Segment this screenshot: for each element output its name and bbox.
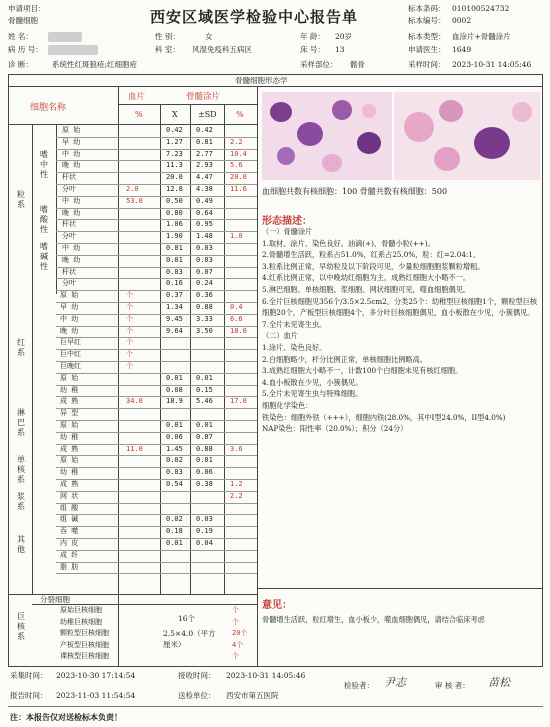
row-sd: 0.88 bbox=[196, 303, 213, 311]
row-sd: 0.07 bbox=[196, 432, 213, 441]
row-mean: 0.37 bbox=[166, 291, 183, 300]
sample-time-value: 2023-10-31 14:05:46 bbox=[452, 60, 532, 69]
row-name: 杆状 bbox=[62, 267, 76, 276]
row-name: 组 碱 bbox=[60, 515, 79, 524]
row-mean: 1.90 bbox=[166, 232, 183, 241]
sample-site-label: 采样部位： bbox=[300, 60, 338, 69]
row-blood-pct: 个 bbox=[126, 326, 133, 335]
row-sd: 0.07 bbox=[196, 267, 213, 276]
report-label: 报告时间： bbox=[10, 691, 48, 700]
row-blood-pct: 个 bbox=[126, 362, 133, 370]
row-name: 分叶 bbox=[62, 232, 76, 241]
description-line: （一）骨髓涂片 bbox=[262, 227, 313, 236]
row-mean: 0.50 bbox=[166, 196, 183, 205]
row-marrow-pct: 5.6 bbox=[230, 161, 243, 170]
row-sd: 0.88 bbox=[196, 444, 213, 453]
row-sd: 0.24 bbox=[196, 279, 213, 288]
cat-other: 其他 bbox=[17, 535, 25, 554]
gender-value: 女 bbox=[205, 32, 213, 41]
row-blood-pct: 2.0 bbox=[126, 185, 139, 193]
bone-marrow-micrograph-1 bbox=[262, 92, 392, 180]
row-blood-pct: 个 bbox=[126, 291, 133, 300]
dept-label: 科 室： bbox=[155, 45, 180, 54]
description-line: 2.骨髓增生活跃，粒系占51.0%，红系占25.0%，粒：红=2.04:1。 bbox=[262, 250, 481, 260]
row-divider bbox=[56, 514, 257, 515]
row-divider bbox=[56, 337, 257, 338]
row-name: 原 始 bbox=[60, 456, 79, 465]
col-blood: 血片 bbox=[128, 92, 146, 102]
mega-row-count: 个 bbox=[232, 652, 239, 660]
row-marrow-pct: 2.2 bbox=[230, 137, 243, 146]
row-divider bbox=[56, 526, 257, 527]
row-mean: 0.03 bbox=[166, 468, 183, 477]
row-sd: 0.38 bbox=[196, 480, 213, 488]
collect-label: 采集时间： bbox=[10, 671, 48, 680]
row-marrow-pct: 1.2 bbox=[230, 480, 243, 488]
row-divider bbox=[56, 160, 257, 161]
cat-plasma: 浆系 bbox=[17, 492, 25, 511]
col-x: X bbox=[172, 110, 178, 119]
row-mean: 0.01 bbox=[166, 421, 183, 429]
row-divider bbox=[56, 562, 257, 563]
sample-site-value: 髂骨 bbox=[350, 60, 365, 69]
row-marrow-pct: 6.6 bbox=[230, 314, 243, 323]
cat-granulo: 粒系 bbox=[17, 190, 25, 209]
row-sd: 0.19 bbox=[196, 527, 213, 536]
report-type-value: 0002 bbox=[452, 16, 472, 25]
count-text: 血细胞共数有核细胞：100 骨髓共数有核细胞：500 bbox=[262, 187, 448, 196]
row-name: 组 酸 bbox=[60, 503, 79, 512]
row-divider bbox=[56, 361, 257, 362]
row-marrow-pct: 1.0 bbox=[230, 232, 243, 241]
mega-row-label: 颗粒型巨核细胞 bbox=[60, 629, 109, 637]
col-marrow: 骨髓涂片 bbox=[186, 92, 221, 102]
description-line: 1.取材、涂片、染色良好。油滴(+)、骨髓小粒(++)。 bbox=[262, 238, 435, 248]
row-mean: 0.01 bbox=[166, 244, 183, 252]
row-sd: 4.47 bbox=[196, 173, 213, 182]
row-sd: 0.01 bbox=[196, 456, 213, 465]
specimen-type-label: 标本类型： bbox=[408, 32, 446, 41]
row-divider bbox=[56, 373, 257, 374]
row-sd: 3.33 bbox=[196, 314, 213, 323]
row-mean: 0.42 bbox=[166, 126, 183, 134]
specimen-no: 010100524732 bbox=[452, 4, 510, 13]
col-pct: % bbox=[135, 110, 143, 119]
row-blood-pct: 个 bbox=[126, 303, 133, 311]
row-mean: 1.06 bbox=[166, 220, 183, 229]
row-sd: 0.03 bbox=[196, 244, 213, 252]
row-divider bbox=[56, 137, 257, 138]
row-name: 中 幼 bbox=[62, 149, 81, 158]
row-divider bbox=[56, 385, 257, 386]
row-divider bbox=[56, 491, 257, 492]
row-divider bbox=[56, 208, 257, 209]
opinion-title: 意见： bbox=[262, 600, 292, 611]
row-name: 成 熟 bbox=[60, 397, 79, 406]
row-divider bbox=[56, 455, 257, 456]
description-line: 5.淋巴细胞、单核细胞、浆细胞、网状细胞可见，噬血细胞偶见。 bbox=[262, 284, 471, 294]
description-line: 铁染色：细胞外铁（+++），细胞内铁(28.0%，其中I型24.0%，II型4.0%) bbox=[262, 412, 506, 422]
record-value bbox=[48, 45, 98, 55]
row-divider bbox=[56, 255, 257, 256]
row-divider bbox=[56, 290, 257, 291]
row-mean: 0.01 bbox=[166, 255, 183, 264]
row-name: 巨中红 bbox=[60, 350, 81, 359]
row-mean: 0.08 bbox=[166, 385, 183, 394]
row-name: 中 幼 bbox=[60, 314, 79, 323]
row-mean: 0.80 bbox=[166, 208, 183, 217]
row-blood-pct: 11.0 bbox=[126, 444, 143, 453]
description-line: （二）血片 bbox=[262, 331, 298, 341]
row-marrow-pct: 17.0 bbox=[230, 397, 247, 406]
description-line: NAP染色：阳性率（20.0%）；积分（24分） bbox=[262, 424, 408, 434]
row-mean: 0.01 bbox=[166, 539, 183, 547]
row-name: 原 始 bbox=[60, 291, 79, 300]
desc-title: 形态描述： bbox=[262, 216, 312, 227]
send-unit: 西安市第五医院 bbox=[226, 691, 279, 700]
row-divider bbox=[56, 432, 257, 433]
cat-eosino: 嗜酸性 bbox=[40, 205, 48, 234]
row-name: 幼 稚 bbox=[60, 468, 79, 477]
mega-category: 巨核系 bbox=[17, 612, 25, 641]
row-name: 早 幼 bbox=[62, 137, 81, 146]
row-name: 脂 肪 bbox=[60, 562, 79, 571]
row-name: 幼 稚 bbox=[60, 385, 79, 394]
row-divider bbox=[56, 172, 257, 173]
row-divider bbox=[56, 420, 257, 421]
row-divider bbox=[56, 278, 257, 279]
description-line: 3.成熟红细胞大小略不一，计数100个白细胞未见有核红细胞。 bbox=[262, 366, 463, 376]
reviewer-label: 审 核 者： bbox=[435, 681, 470, 690]
send-label: 送检单位： bbox=[178, 691, 216, 700]
row-name: 幼 稚 bbox=[60, 432, 79, 441]
row-sd: 0.03 bbox=[196, 255, 213, 264]
cat-mono: 单核系 bbox=[17, 455, 25, 484]
row-name: 中 幼 bbox=[62, 196, 81, 205]
row-divider bbox=[56, 219, 257, 220]
row-divider bbox=[56, 538, 257, 539]
cat-lympho: 淋巴系 bbox=[17, 408, 25, 437]
row-marrow-pct: 3.6 bbox=[230, 444, 243, 453]
specimen-type-value: 血涂片+骨髓涂片 bbox=[452, 32, 511, 41]
row-divider bbox=[56, 503, 257, 504]
row-divider bbox=[56, 149, 257, 150]
row-marrow-pct: 11.6 bbox=[230, 185, 247, 193]
row-blood-pct: 34.0 bbox=[126, 397, 143, 406]
row-name: 分叶 bbox=[62, 279, 76, 288]
row-sd: 0.42 bbox=[196, 126, 213, 134]
description-line: 7.全片未见寄生虫。 bbox=[262, 319, 327, 329]
row-divider bbox=[56, 349, 257, 350]
row-name: 巨晚红 bbox=[60, 362, 81, 370]
receive-time: 2023-10-31 14:05:46 bbox=[226, 671, 306, 680]
reviewer-signature: 苗松 bbox=[488, 676, 510, 689]
row-blood-pct: 个 bbox=[126, 314, 133, 323]
row-divider bbox=[56, 314, 257, 315]
row-divider bbox=[56, 302, 257, 303]
row-mean: 0.01 bbox=[166, 373, 183, 382]
row-name: 原 始 bbox=[60, 373, 79, 382]
apply-value: 1649 bbox=[452, 45, 472, 54]
bed-value: 13 bbox=[335, 45, 345, 54]
row-divider bbox=[56, 184, 257, 185]
row-name: 晚 幼 bbox=[62, 255, 81, 264]
row-sd: 0.06 bbox=[196, 468, 213, 477]
tester-signature: 尹志 bbox=[384, 676, 406, 689]
row-blood-pct: 个 bbox=[126, 338, 133, 347]
mega-row-label: 幼稚巨核细胞 bbox=[60, 617, 102, 626]
name-label: 姓 名： bbox=[8, 32, 33, 41]
row-name: 杆状 bbox=[62, 220, 76, 229]
specimen-no-label: 标本条码： bbox=[408, 4, 446, 13]
row-sd: 0.01 bbox=[196, 373, 213, 382]
row-mean: 20.0 bbox=[166, 173, 183, 182]
opinion-text: 骨髓增生活跃，粒红增生，血小板少，噬血细胞偶见，请结合临床考虑 bbox=[262, 615, 485, 624]
row-mean: 0.18 bbox=[166, 527, 183, 536]
row-divider bbox=[56, 467, 257, 468]
row-name: 网 状 bbox=[60, 491, 79, 500]
row-name: 吞 噬 bbox=[60, 527, 79, 536]
row-marrow-pct: 0.4 bbox=[230, 303, 243, 311]
section-title: 骨髓细胞形态学 bbox=[235, 76, 288, 85]
marrow-no-label: 骨髓细胞 bbox=[8, 16, 38, 25]
row-sd: 0.04 bbox=[196, 539, 213, 547]
row-mean: 9.64 bbox=[166, 326, 183, 335]
row-name: 晚 幼 bbox=[60, 326, 79, 335]
description-line: 4.红系比例正常，以中晚幼红细胞为主，成熟红细胞大小略不一。 bbox=[262, 273, 471, 283]
row-mean: 7.23 bbox=[166, 149, 183, 158]
description-list bbox=[262, 226, 538, 435]
row-name: 晚 幼 bbox=[62, 208, 81, 217]
row-mean: 0.16 bbox=[166, 279, 183, 288]
row-name: 原 始 bbox=[60, 421, 79, 429]
row-mean: 1.27 bbox=[166, 137, 183, 146]
row-sd: 0.81 bbox=[196, 137, 213, 146]
description-line: 5.全片未见寄生虫与特殊细胞。 bbox=[262, 389, 363, 399]
diagnosis-label: 诊 断： bbox=[8, 60, 33, 69]
row-name: 中 幼 bbox=[62, 244, 81, 252]
row-sd: 0.64 bbox=[196, 208, 213, 217]
row-mean: 9.45 bbox=[166, 314, 183, 323]
description-line: 2.白细胞略少，杆分比例正常，单核细胞比例略高。 bbox=[262, 354, 427, 364]
row-divider bbox=[56, 479, 257, 480]
name-value bbox=[48, 32, 82, 42]
report-type-label: 标本编号： bbox=[408, 16, 446, 25]
row-mean: 0.02 bbox=[166, 456, 183, 465]
mega-area: 2.5×4.0（平方厘米） bbox=[163, 629, 216, 649]
row-marrow-pct: 18.0 bbox=[230, 326, 247, 335]
cat-baso: 嗜碱性 bbox=[40, 242, 48, 271]
col-pct2: % bbox=[236, 110, 244, 119]
row-marrow-pct: 20.0 bbox=[230, 173, 247, 182]
cat-neutro: 嗜中性 bbox=[40, 150, 48, 179]
row-sd: 2.93 bbox=[196, 161, 213, 170]
row-name: 杆状 bbox=[62, 173, 76, 182]
row-name: 巨早红 bbox=[60, 338, 81, 347]
row-divider bbox=[56, 326, 257, 327]
description-line: 4.血小板散在少见，小簇偶见。 bbox=[262, 377, 363, 387]
row-marrow-pct: 2.2 bbox=[230, 491, 243, 500]
bone-marrow-micrograph-2 bbox=[394, 92, 540, 180]
row-divider bbox=[56, 573, 257, 574]
row-divider bbox=[56, 196, 257, 197]
cat-erythro: 红系 bbox=[17, 338, 25, 357]
row-mean: 12.8 bbox=[166, 185, 183, 193]
row-name: 成 纤 bbox=[60, 550, 79, 559]
gender-label: 性 别： bbox=[155, 32, 180, 41]
mega-title: 分裂细胞 bbox=[40, 595, 70, 604]
record-label: 病 历 号： bbox=[8, 45, 43, 54]
report-title: 西安区域医学检验中心报告单 bbox=[150, 8, 359, 26]
mega-row-count: 20个 bbox=[232, 629, 248, 637]
row-divider bbox=[56, 444, 257, 445]
mega-row-label: 产板型巨核细胞 bbox=[60, 640, 109, 649]
description-line: 6.全片巨核细胞见356个/3.5×2.5cm2，分类25个：幼稚型巨核细胞1个，颗粒型巨核细胞20个，产板型巨核细胞4个，多分叶巨核细胞偶见，血小板散在少见，小簇偶见。 bbox=[262, 296, 538, 318]
dept-value: 风湿免疫科五病区 bbox=[192, 45, 252, 54]
row-sd: 0.01 bbox=[196, 421, 213, 429]
row-name: 成 熟 bbox=[60, 444, 79, 453]
row-marrow-pct: 10.4 bbox=[230, 149, 247, 158]
mega-total: 16个 bbox=[178, 614, 196, 623]
report-time: 2023-11-03 11:54:54 bbox=[56, 691, 136, 700]
row-sd: 2.77 bbox=[196, 149, 213, 158]
row-sd: 0.95 bbox=[196, 220, 213, 229]
age-label: 年 龄： bbox=[300, 32, 325, 41]
bed-label: 床 号： bbox=[300, 45, 325, 54]
description-line: 3.粒系比例正常，早幼粒及以下阶段可见，少量粒细胞胞浆颗粒增粗。 bbox=[262, 261, 485, 271]
row-divider bbox=[56, 231, 257, 232]
row-name: 原 始 bbox=[62, 126, 81, 134]
diagnosis-value: 系统性红斑狼疮;红细胞疮 bbox=[52, 60, 138, 69]
description-line: 细胞化学染色： bbox=[262, 400, 313, 410]
col-cell-name: 细胞名称 bbox=[30, 103, 67, 113]
mega-row-count: 4个 bbox=[232, 640, 244, 649]
row-name: 早 幼 bbox=[60, 303, 79, 311]
row-blood-pct: 个 bbox=[126, 350, 133, 359]
row-name: 内 皮 bbox=[60, 539, 79, 547]
col-sd: ±SD bbox=[198, 110, 217, 119]
row-name: 异 型 bbox=[60, 409, 79, 418]
mega-row-label: 裸核型巨核细胞 bbox=[60, 652, 109, 660]
collect-time: 2023-10-30 17:14:54 bbox=[56, 671, 136, 680]
row-mean: 11.3 bbox=[166, 161, 183, 170]
row-divider bbox=[56, 396, 257, 397]
tester-label: 检验者： bbox=[344, 681, 374, 690]
row-name: 晚 幼 bbox=[62, 161, 81, 170]
apply-label: 申请医生： bbox=[408, 45, 446, 54]
receive-label: 接收时间： bbox=[178, 671, 216, 680]
row-mean: 0.03 bbox=[166, 267, 183, 276]
row-mean: 1.34 bbox=[166, 303, 183, 311]
row-blood-pct: 53.0 bbox=[126, 196, 143, 205]
row-divider bbox=[56, 243, 257, 244]
row-name: 分叶 bbox=[62, 185, 76, 193]
description-line: 1.涂片、染色良好。 bbox=[262, 342, 327, 352]
mega-row-label: 原始巨核细胞 bbox=[60, 606, 102, 614]
row-name: 成 熟 bbox=[60, 480, 79, 488]
row-sd: 4.38 bbox=[196, 185, 213, 193]
row-sd: 1.48 bbox=[196, 232, 213, 241]
row-sd: 0.15 bbox=[196, 385, 213, 394]
age-value: 20岁 bbox=[335, 32, 353, 41]
footer-note: 注：本报告仅对送检标本负责！ bbox=[10, 712, 122, 722]
row-sd: 0.03 bbox=[196, 515, 213, 524]
row-divider bbox=[56, 267, 257, 268]
row-mean: 18.9 bbox=[166, 397, 183, 406]
application-label: 申请项目： bbox=[8, 4, 46, 13]
row-mean: 0.54 bbox=[166, 480, 183, 488]
row-divider bbox=[56, 408, 257, 409]
row-sd: 0.36 bbox=[196, 291, 213, 300]
row-sd: 0.49 bbox=[196, 196, 213, 205]
row-mean: 0.06 bbox=[166, 432, 183, 441]
row-sd: 3.50 bbox=[196, 326, 213, 335]
row-mean: 0.02 bbox=[166, 515, 183, 524]
mega-row-count: 个 bbox=[232, 617, 239, 626]
row-sd: 5.46 bbox=[196, 397, 213, 406]
row-mean: 1.45 bbox=[166, 444, 183, 453]
mega-row-count: 个 bbox=[232, 606, 239, 614]
row-divider bbox=[56, 550, 257, 551]
sample-time-label: 采样时间： bbox=[408, 60, 446, 69]
